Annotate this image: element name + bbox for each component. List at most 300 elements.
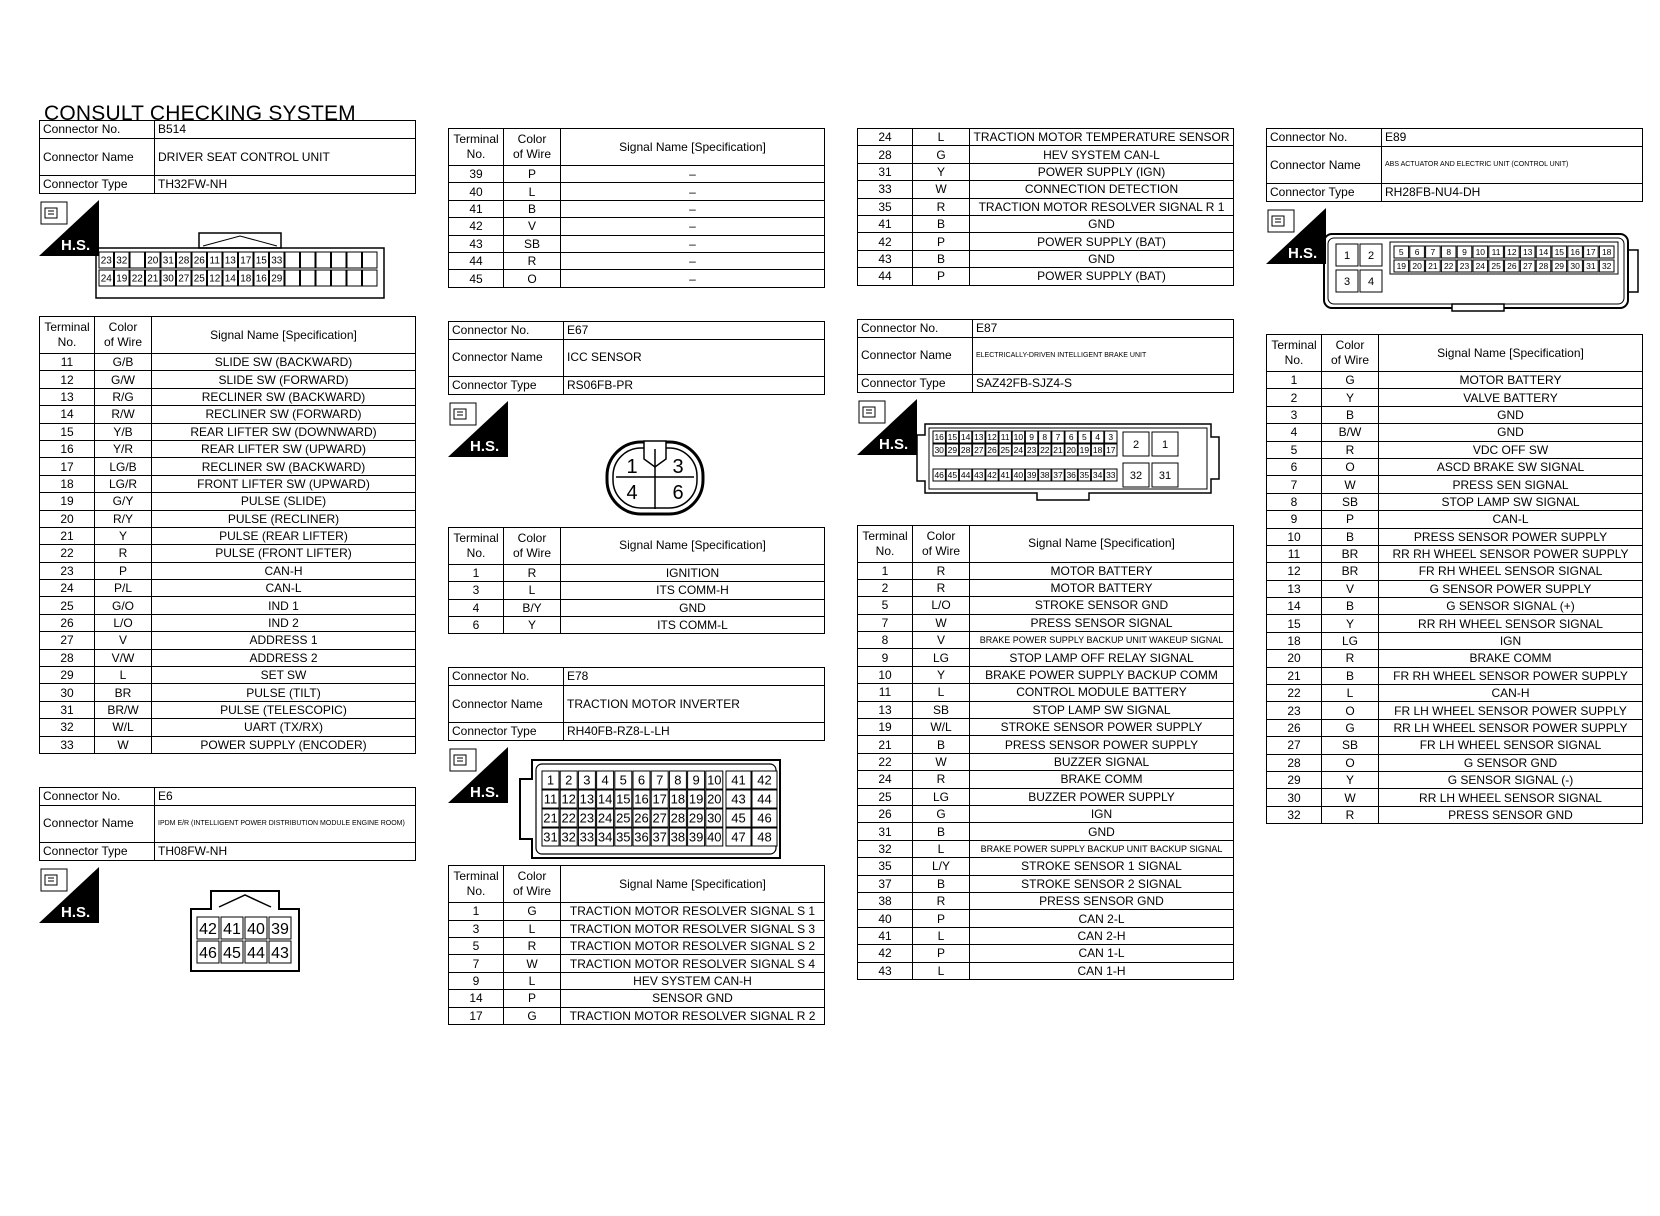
table-row <box>1267 406 1643 423</box>
column-2 <box>448 128 825 1025</box>
table-row <box>858 823 1234 840</box>
table-row <box>1267 685 1643 702</box>
pin-label: 44 <box>757 791 772 807</box>
table-row <box>1267 389 1643 406</box>
connector-face-b514 <box>95 232 385 300</box>
signal-name: ITS COMM-H <box>561 582 825 599</box>
table-row <box>40 719 416 736</box>
table-row <box>40 580 416 597</box>
wire-color: BR <box>95 684 152 701</box>
terminal-no: 35 <box>858 858 913 875</box>
pin-label: 16 <box>634 791 649 807</box>
terminal-no: 24 <box>858 771 913 788</box>
signal-name: FR LH WHEEL SENSOR POWER SUPPLY <box>1379 702 1643 719</box>
table-row <box>858 666 1234 683</box>
terminal-no: 23 <box>40 562 95 579</box>
wire-color: O <box>1322 754 1379 771</box>
terminal-no: 12 <box>40 371 95 388</box>
connector-name-value: DRIVER SEAT CONTROL UNIT <box>155 139 416 176</box>
terminal-no: 2 <box>858 579 913 596</box>
signal-name: CONTROL MODULE BATTERY <box>970 684 1234 701</box>
terminal-no: 19 <box>40 493 95 510</box>
terminal-no: 44 <box>449 252 504 269</box>
signal-header: Signal Name [Specification] <box>561 129 825 166</box>
table-row <box>858 250 1234 267</box>
table-row <box>858 719 1234 736</box>
signal-name: UART (TX/RX) <box>152 719 416 736</box>
hs-icon <box>39 867 99 928</box>
pin-label: 10 <box>1013 431 1024 442</box>
terminal-no: 15 <box>40 423 95 440</box>
pin-label: 2 <box>1132 438 1140 451</box>
pin-cell <box>316 270 331 286</box>
signal-name: BRAKE POWER SUPPLY BACKUP COMM <box>970 666 1234 683</box>
wire-color: W <box>95 736 152 753</box>
table-row <box>449 920 825 937</box>
pin-label: 13 <box>579 791 595 807</box>
pin-label: 1 <box>1161 438 1169 451</box>
terminal-no: 13 <box>1267 580 1322 597</box>
pin-label: 10 <box>707 772 722 788</box>
signal-name: POWER SUPPLY (IGN) <box>970 163 1234 180</box>
pin-label: 27 <box>652 810 667 826</box>
terminal-table-continued <box>448 128 825 288</box>
pin-label: 38 <box>1040 469 1050 480</box>
signal-name: G SENSOR SIGNAL (-) <box>1379 771 1643 788</box>
pin-label: 14 <box>597 791 613 807</box>
pin-label: 27 <box>1522 261 1533 272</box>
terminal-no: 8 <box>1267 493 1322 510</box>
pin-cell <box>332 270 347 286</box>
pin-label: 15 <box>1554 247 1565 258</box>
signal-name: STROKE SENSOR 2 SIGNAL <box>970 875 1234 892</box>
terminal-no: 43 <box>858 962 913 979</box>
connector-no-value: E89 <box>1382 129 1643 147</box>
table-row <box>449 270 825 287</box>
pin-label: 14 <box>224 273 236 285</box>
table-row <box>40 684 416 701</box>
table-row <box>858 268 1234 285</box>
terminal-table-e78 <box>448 865 825 1025</box>
table-row <box>1267 754 1643 771</box>
terminal-table-e78-continued <box>857 128 1234 286</box>
wire-color: B <box>1322 406 1379 423</box>
pin-label: 45 <box>223 944 241 962</box>
pin-label: 39 <box>1026 469 1037 480</box>
wire-color: P <box>913 268 970 285</box>
pin-label: 44 <box>247 944 265 962</box>
terminal-no: 43 <box>449 235 504 252</box>
pin-label: 33 <box>271 255 283 267</box>
signal-name: TRACTION MOTOR TEMPERATURE SENSOR <box>970 129 1234 146</box>
terminal-no: 28 <box>858 146 913 163</box>
wire-color: V <box>504 218 561 235</box>
connector-no-value: E67 <box>564 321 825 339</box>
wire-color: L/Y <box>913 858 970 875</box>
signal-name: HEV SYSTEM CAN-L <box>970 146 1234 163</box>
pin-label: 12 <box>987 431 997 442</box>
terminal-no: 15 <box>1267 615 1322 632</box>
table-row <box>858 198 1234 215</box>
terminal-no: 45 <box>449 270 504 287</box>
pin-label: 44 <box>960 469 971 480</box>
table-row <box>449 564 825 581</box>
pin-label: 24 <box>1475 261 1486 272</box>
connector-info-e78 <box>448 667 825 741</box>
table-row <box>40 667 416 684</box>
pin-label: 11 <box>543 791 558 807</box>
wire-color: R/G <box>95 388 152 405</box>
pin-label: 6 <box>1414 247 1420 258</box>
terminal-no: 3 <box>1267 406 1322 423</box>
signal-name: GND <box>1379 424 1643 441</box>
terminal-no: 9 <box>1267 511 1322 528</box>
table-row <box>858 736 1234 753</box>
wire-color: B/W <box>1322 424 1379 441</box>
pin-label: 23 <box>1026 444 1037 455</box>
pin-label: 29 <box>947 444 958 455</box>
pin-label: 35 <box>1079 469 1090 480</box>
wire-color: Y <box>913 163 970 180</box>
table-row <box>1267 372 1643 389</box>
wire-color: P <box>913 910 970 927</box>
signal-header: Signal Name [Specification] <box>561 527 825 564</box>
wire-color: L <box>913 684 970 701</box>
connector-no-value: E6 <box>155 787 416 805</box>
pin-label: 17 <box>1106 444 1116 455</box>
table-row <box>40 423 416 440</box>
signal-name: CAN 2-H <box>970 927 1234 944</box>
signal-name: POWER SUPPLY (BAT) <box>970 268 1234 285</box>
terminal-no: 30 <box>1267 789 1322 806</box>
table-row <box>858 788 1234 805</box>
pin-label: 33 <box>1106 469 1116 480</box>
color-header: Color of Wire <box>95 317 152 354</box>
signal-name: IND 1 <box>152 597 416 614</box>
color-header: Color of Wire <box>504 129 561 166</box>
terminal-no: 35 <box>858 198 913 215</box>
signal-name: G SENSOR SIGNAL (+) <box>1379 598 1643 615</box>
wire-color: O <box>1322 702 1379 719</box>
connector-name-label: Connector Name <box>858 337 973 374</box>
signal-name: RECLINER SW (FORWARD) <box>152 406 416 423</box>
signal-name: RECLINER SW (BACKWARD) <box>152 458 416 475</box>
signal-name: STOP LAMP SW SIGNAL <box>1379 493 1643 510</box>
table-row <box>40 701 416 718</box>
pin-label: 34 <box>597 829 613 845</box>
terminal-no: 30 <box>40 684 95 701</box>
wire-color: B <box>1322 528 1379 545</box>
wire-color: LG/R <box>95 475 152 492</box>
table-row <box>1267 719 1643 736</box>
pin-label: 24 <box>597 810 613 826</box>
connector-name-label: Connector Name <box>449 686 564 723</box>
table-row <box>1267 598 1643 615</box>
wire-color: L/O <box>913 597 970 614</box>
signal-name: FRONT LIFTER SW (UPWARD) <box>152 475 416 492</box>
terminal-no: 13 <box>40 388 95 405</box>
terminal-no: 21 <box>858 736 913 753</box>
pin-label: 28 <box>178 255 190 267</box>
table-row <box>1267 632 1643 649</box>
signal-name: FR RH WHEEL SENSOR SIGNAL <box>1379 563 1643 580</box>
signal-name: IGN <box>970 805 1234 822</box>
pin-label: 4 <box>1367 275 1375 288</box>
terminal-no: 27 <box>40 632 95 649</box>
pin-label: 43 <box>974 469 984 480</box>
table-row <box>40 736 416 753</box>
wire-color: Y <box>913 666 970 683</box>
pin-label: 7 <box>1055 431 1061 442</box>
terminal-no: 42 <box>858 233 913 250</box>
wire-color: G <box>504 1007 561 1024</box>
pin-label: 18 <box>240 273 252 285</box>
terminal-no: 28 <box>1267 754 1322 771</box>
pin-label: 3 <box>672 455 684 478</box>
connector-info-e87 <box>857 319 1234 393</box>
pin-label: 29 <box>271 273 283 285</box>
terminal-no: 24 <box>858 129 913 146</box>
table-row <box>40 545 416 562</box>
wire-color: B <box>913 823 970 840</box>
terminal-no: 13 <box>858 701 913 718</box>
terminal-no: 9 <box>449 972 504 989</box>
connector-no-label: Connector No. <box>1267 129 1382 147</box>
signal-name: GND <box>970 823 1234 840</box>
connector-name-label: Connector Name <box>1267 147 1382 184</box>
table-row <box>40 632 416 649</box>
pin-label: 39 <box>271 920 289 938</box>
pin-label: 43 <box>731 791 746 807</box>
terminal-no: 12 <box>1267 563 1322 580</box>
wire-color: G/Y <box>95 493 152 510</box>
svg-text:H.S.: H.S. <box>61 237 91 254</box>
wire-color: W/L <box>95 719 152 736</box>
table-row <box>449 183 825 200</box>
signal-name: – <box>561 270 825 287</box>
wire-color: P/L <box>95 580 152 597</box>
signal-name: CAN 1-H <box>970 962 1234 979</box>
connector-type-label: Connector Type <box>449 376 564 394</box>
table-row <box>858 771 1234 788</box>
connector-face-e67 <box>604 437 708 519</box>
connector-no-value: B514 <box>155 121 416 139</box>
pin-label: 18 <box>1092 444 1103 455</box>
pin-label: 40 <box>707 829 722 845</box>
connector-info-b514 <box>39 120 416 194</box>
pin-label: 8 <box>1042 431 1048 442</box>
pin-label: 45 <box>731 810 746 826</box>
signal-name: – <box>561 218 825 235</box>
terminal-no: 32 <box>40 719 95 736</box>
signal-name: – <box>561 252 825 269</box>
terminal-no: 18 <box>40 475 95 492</box>
table-row <box>449 582 825 599</box>
pin-label: 18 <box>670 791 686 807</box>
signal-name: CAN-H <box>1379 685 1643 702</box>
pin-label: 26 <box>193 255 205 267</box>
table-row <box>858 910 1234 927</box>
pin-label: 8 <box>1446 247 1452 258</box>
pin-label: 21 <box>1053 444 1063 455</box>
pin-label: 23 <box>100 255 112 267</box>
connector-diagram-e78 <box>448 741 825 865</box>
terminal-no: 11 <box>1267 545 1322 562</box>
signal-name: VDC OFF SW <box>1379 441 1643 458</box>
pin-label: 5 <box>1082 431 1087 442</box>
connector-no-label: Connector No. <box>449 668 564 686</box>
signal-name: SENSOR GND <box>561 990 825 1007</box>
svg-text:H.S.: H.S. <box>879 435 909 453</box>
pin-label: 16 <box>934 431 944 442</box>
table-row <box>449 903 825 920</box>
signal-name: CAN-L <box>1379 511 1643 528</box>
table-row <box>858 614 1234 631</box>
pin-label: 31 <box>162 255 174 267</box>
connector-lock <box>1628 250 1638 292</box>
pin-label: 11 <box>1491 247 1501 258</box>
terminal-no: 39 <box>449 166 504 183</box>
pin-label: 12 <box>561 791 576 807</box>
table-row <box>40 388 416 405</box>
signal-name: BRAKE POWER SUPPLY BACKUP UNIT WAKEUP SIGNAL <box>970 632 1234 649</box>
pin-label: 32 <box>1129 469 1143 482</box>
wire-color: B <box>913 736 970 753</box>
terminal-no: 1 <box>449 903 504 920</box>
pin-label: 29 <box>1554 261 1565 272</box>
wire-color: L <box>1322 685 1379 702</box>
terminal-no: 25 <box>858 788 913 805</box>
table-row <box>858 579 1234 596</box>
connector-no-label: Connector No. <box>858 319 973 337</box>
terminal-no: 7 <box>449 955 504 972</box>
wire-color: BR/W <box>95 701 152 718</box>
terminal-no: 3 <box>449 920 504 937</box>
signal-name: RR RH WHEEL SENSOR SIGNAL <box>1379 615 1643 632</box>
connector-type-value: TH08FW-NH <box>155 842 416 860</box>
pin-label: 41 <box>1000 469 1010 480</box>
table-row <box>1267 424 1643 441</box>
table-row <box>858 840 1234 857</box>
signal-name: FR RH WHEEL SENSOR POWER SUPPLY <box>1379 667 1643 684</box>
table-row <box>1267 511 1643 528</box>
terminal-no: 10 <box>858 666 913 683</box>
terminal-no: 41 <box>858 215 913 232</box>
table-row <box>858 129 1234 146</box>
signal-name: CONNECTION DETECTION <box>970 181 1234 198</box>
column-4 <box>1266 128 1643 824</box>
signal-name: PULSE (FRONT LIFTER) <box>152 545 416 562</box>
terminal-no: 27 <box>1267 737 1322 754</box>
pin-label: 30 <box>707 810 722 826</box>
table-row <box>40 649 416 666</box>
table-row <box>449 218 825 235</box>
pin-label: 48 <box>757 829 772 845</box>
terminal-no: 26 <box>40 614 95 631</box>
table-row <box>449 235 825 252</box>
pin-label: 41 <box>223 920 241 938</box>
wire-color: R <box>913 579 970 596</box>
wire-color: G <box>1322 372 1379 389</box>
pin-label: 34 <box>1092 469 1103 480</box>
pin-cell <box>347 270 362 286</box>
signal-name: TRACTION MOTOR RESOLVER SIGNAL S 3 <box>561 920 825 937</box>
table-row <box>40 371 416 388</box>
page-title: CONSULT CHECKING SYSTEM <box>44 102 356 125</box>
pin-label: 26 <box>1507 261 1517 272</box>
terminal-no: 7 <box>858 614 913 631</box>
terminal-no: 1 <box>1267 372 1322 389</box>
signal-name: ASCD BRAKE SW SIGNAL <box>1379 458 1643 475</box>
pin-cell <box>301 270 316 286</box>
pin-label: 12 <box>1507 247 1517 258</box>
pin-label: 7 <box>1430 247 1436 258</box>
pin-label: 3 <box>583 772 591 788</box>
table-row <box>40 406 416 423</box>
table-row <box>449 166 825 183</box>
pin-label: 25 <box>1491 261 1501 272</box>
connector-type-label: Connector Type <box>1267 184 1382 202</box>
svg-text:H.S.: H.S. <box>470 784 500 802</box>
pin-label: 15 <box>947 431 958 442</box>
pin-label: 46 <box>757 810 772 826</box>
signal-name: BUZZER SIGNAL <box>970 753 1234 770</box>
wire-color: G/B <box>95 354 152 371</box>
signal-name: STROKE SENSOR GND <box>970 597 1234 614</box>
wire-color: R <box>1322 806 1379 823</box>
signal-name: PRESS SEN SIGNAL <box>1379 476 1643 493</box>
column-3 <box>857 128 1234 980</box>
pin-label: 20 <box>1066 444 1076 455</box>
pin-label: 16 <box>255 273 267 285</box>
terminal-no: 43 <box>858 250 913 267</box>
terminal-no: 7 <box>1267 476 1322 493</box>
pin-label: 2 <box>565 772 573 788</box>
table-row <box>1267 580 1643 597</box>
connector-type-value: TH32FW-NH <box>155 176 416 194</box>
latch-mark <box>219 895 271 907</box>
wire-color: Y/R <box>95 440 152 457</box>
pin-cell <box>347 252 362 268</box>
wire-color: W <box>1322 789 1379 806</box>
pin-label: 13 <box>224 255 236 267</box>
terminal-no: 1 <box>858 562 913 579</box>
wire-color: V <box>913 632 970 649</box>
table-row <box>40 440 416 457</box>
signal-name: BRAKE COMM <box>1379 650 1643 667</box>
pin-label: 6 <box>672 481 684 504</box>
terminal-no: 14 <box>1267 598 1322 615</box>
pin-label: 30 <box>162 273 174 285</box>
table-row <box>858 163 1234 180</box>
table-row <box>1267 493 1643 510</box>
pin-label: 37 <box>652 829 667 845</box>
signal-name: TRACTION MOTOR RESOLVER SIGNAL S 4 <box>561 955 825 972</box>
pin-label: 3 <box>1343 275 1351 288</box>
signal-name: CAN-H <box>152 562 416 579</box>
table-row <box>858 858 1234 875</box>
pin-label: 11 <box>209 255 220 267</box>
wire-color: R <box>913 198 970 215</box>
pin-label: 40 <box>1013 469 1024 480</box>
table-row <box>858 632 1234 649</box>
connector-diagram-e6 <box>39 861 416 981</box>
wire-color: G <box>1322 719 1379 736</box>
signal-name: RR RH WHEEL SENSOR POWER SUPPLY <box>1379 545 1643 562</box>
table-row <box>449 252 825 269</box>
signal-name: TRACTION MOTOR RESOLVER SIGNAL S 1 <box>561 903 825 920</box>
wire-color: LG/B <box>95 458 152 475</box>
